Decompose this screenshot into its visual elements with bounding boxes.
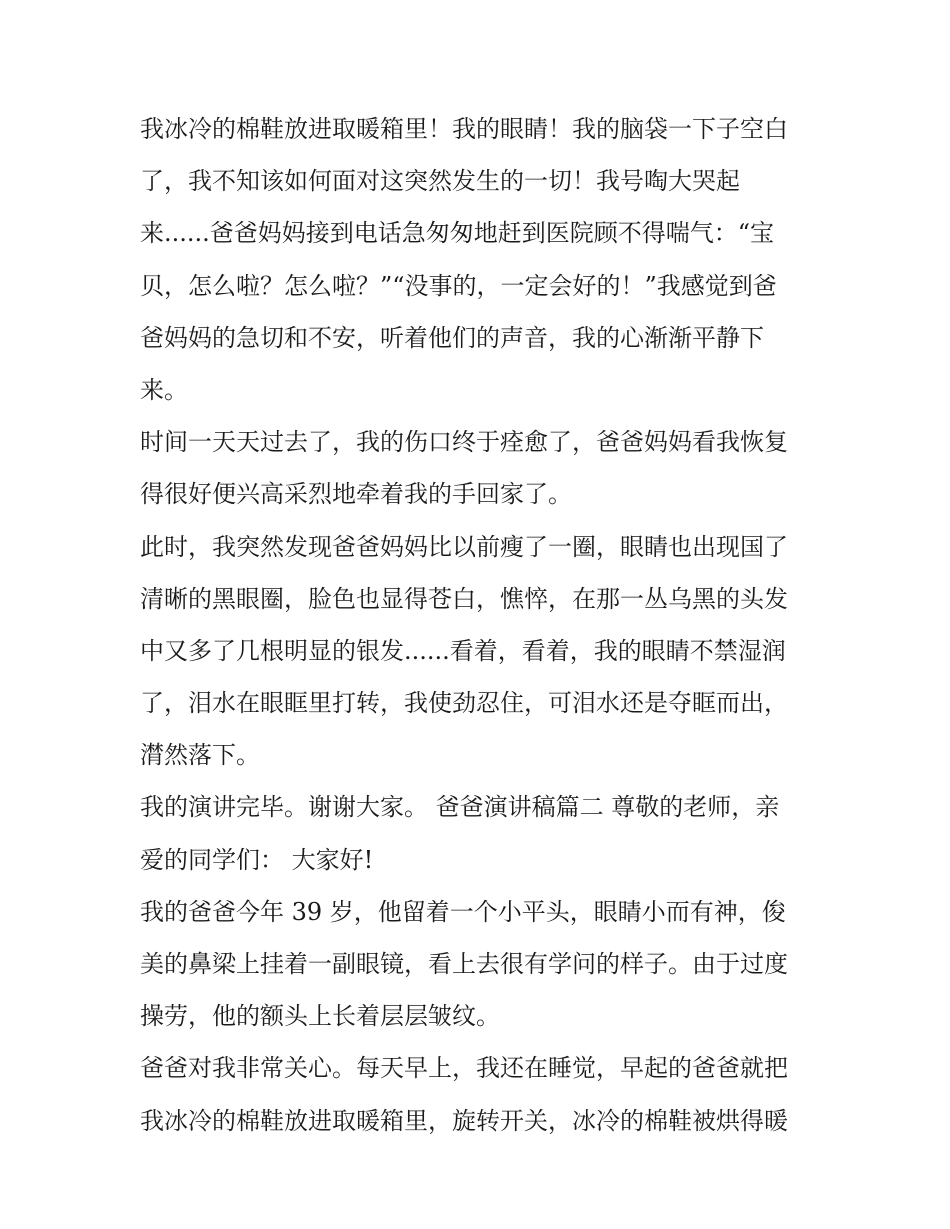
text-line: 贝，怎么啦？怎么啦？”“没事的，一定会好的！”我感觉到爸 <box>140 271 777 300</box>
text-line: 此时，我突然发现爸爸妈妈比以前瘦了一圈，眼睛也出现国了 <box>140 532 788 561</box>
text-line: 了，泪水在眼眶里打转，我使劲忍住，可泪水还是夺眶而出， <box>140 689 788 718</box>
text-line: 中又多了几根明显的银发......看着，看着，我的眼睛不禁湿润 <box>140 636 786 665</box>
text-line: 我的演讲完毕。谢谢大家。 爸爸演讲稿篇二 尊敬的老师，亲 <box>140 793 780 822</box>
text-line: 我冰冷的棉鞋放进取暖箱里，旋转开关，冰冷的棉鞋被烘得暖 <box>140 1106 788 1135</box>
text-line: 潸然落下。 <box>140 741 260 770</box>
text-line: 时间一天天过去了，我的伤口终于痊愈了，爸爸妈妈看我恢复 <box>140 428 788 457</box>
text-line: 了，我不知该如何面对这突然发生的一切！我号啕大哭起 <box>140 167 740 196</box>
text-line: 清晰的黑眼圈，脸色也显得苍白，憔悴，在那一丛乌黑的头发 <box>140 584 788 613</box>
text-line: 操劳，他的额头上长着层层皱纹。 <box>140 1002 500 1031</box>
text-line: 来......爸爸妈妈接到电话急匆匆地赶到医院顾不得喘气：“宝 <box>140 219 775 248</box>
document-body <box>140 103 820 1147</box>
text-line: 得很好便兴高采烈地牵着我的手回家了。 <box>140 480 572 509</box>
text-line: 爸爸对我非常关心。每天早上，我还在睡觉，早起的爸爸就把 <box>140 1054 788 1083</box>
text-line: 我冰冷的棉鞋放进取暖箱里！我的眼睛！我的脑袋一下子空白 <box>140 115 788 143</box>
text-line: 爱的同学们： 大家好! <box>140 845 374 874</box>
text-line: 美的鼻梁上挂着一副眼镜，看上去很有学问的样子。由于过度 <box>140 950 788 978</box>
text-line: 来。 <box>140 375 188 404</box>
text-line: 爸妈妈的急切和不安，听着他们的声音，我的心渐渐平静下 <box>140 323 764 352</box>
text-line: 我的爸爸今年 39 岁，他留着一个小平头，眼睛小而有神，俊 <box>140 897 786 926</box>
